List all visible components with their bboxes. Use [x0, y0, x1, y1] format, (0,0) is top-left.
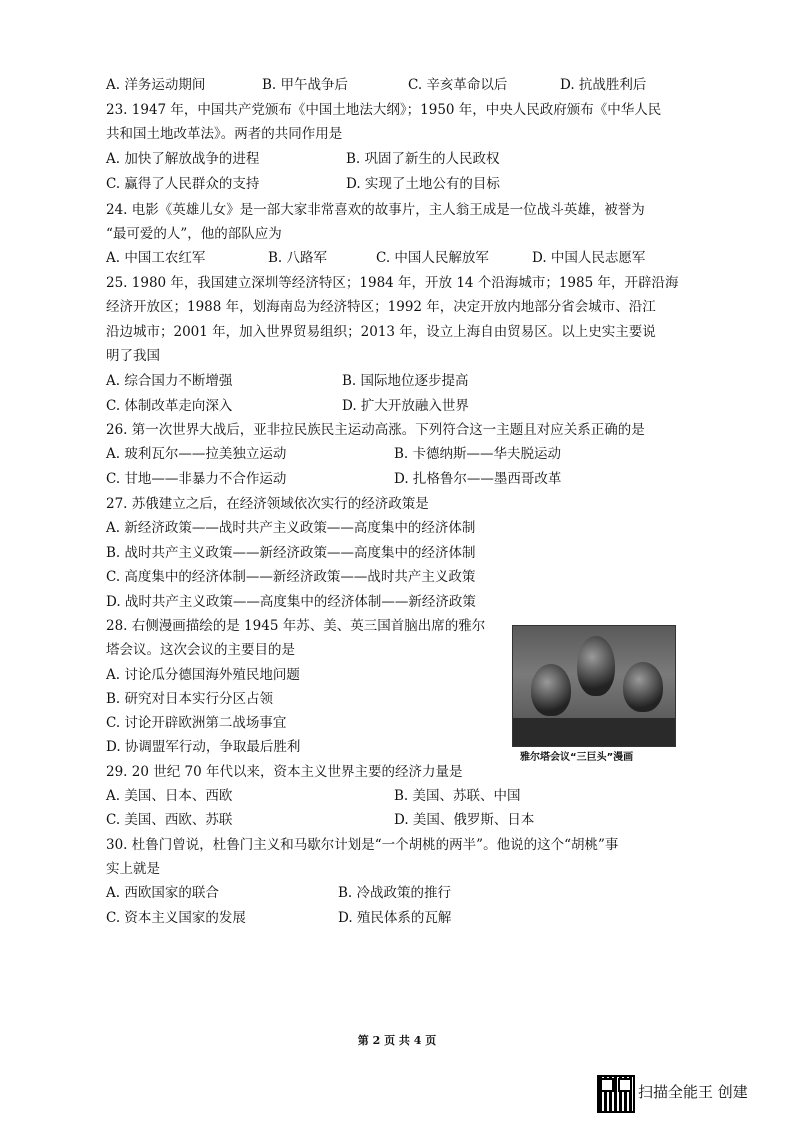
q23-stem-line-1: 23. 1947 年，中国共产党颁布《中国土地法大纲》；1950 年，中央人民政府颁布《中华人民	[106, 102, 662, 118]
q28-option-b: B. 研究对日本实行分区占领	[106, 691, 274, 707]
q25-option-c: C. 体制改革走向深入	[106, 398, 233, 414]
q25-option-b: B. 国际地位逐步提高	[342, 373, 469, 389]
scanner-watermark: 扫描全能王 创建	[638, 1083, 748, 1101]
q22-option-a: A. 洋务运动期间	[106, 77, 206, 93]
q25-stem-line-4: 明了我国	[106, 348, 160, 364]
q30-option-b: B. 冷战政策的推行	[338, 885, 452, 901]
q28-stem-line-1: 28. 右侧漫画描绘的是 1945 年苏、美、英三国首脑出席的雅尔	[106, 618, 486, 634]
q24-option-c: C. 中国人民解放军	[376, 250, 489, 266]
page-number: 第 2 页 共 4 页	[357, 1034, 437, 1047]
qr-code-icon	[597, 1075, 635, 1113]
q26-option-b: B. 卡德纳斯——华夫脱运动	[394, 446, 562, 462]
q29-option-d: D. 美国、俄罗斯、日本	[394, 812, 535, 828]
q29-option-b: B. 美国、苏联、中国	[394, 788, 521, 804]
q24-option-d: D. 中国人民志愿军	[532, 250, 646, 266]
q28-option-d: D. 协调盟军行动，争取最后胜利	[106, 739, 301, 755]
q23-option-a: A. 加快了解放战争的进程	[106, 151, 260, 167]
q26-option-c: C. 甘地——非暴力不合作运动	[106, 471, 287, 487]
q25-stem-line-3: 沿边城市；2001 年，加入世界贸易组织；2013 年，设立上海自由贸易区。以上史实主要说	[106, 324, 656, 340]
q29-option-a: A. 美国、日本、西欧	[106, 788, 233, 804]
q27-option-d: D. 战时共产主义政策——高度集中的经济体制——新经济政策	[106, 594, 476, 610]
q23-option-b: B. 巩固了新生的人民政权	[346, 151, 500, 167]
q28-option-a: A. 讨论瓜分德国海外殖民地问题	[106, 667, 300, 683]
q23-option-c: C. 赢得了人民群众的支持	[106, 176, 260, 192]
cartoon-figure-right	[623, 662, 663, 712]
q23-stem-line-2: 共和国土地改革法》。两者的共同作用是	[106, 126, 343, 142]
q25-stem-line-1: 25. 1980 年，我国建立深圳等经济特区；1984 年，开放 14 个沿海城市；1985 年，开辟沿海	[106, 275, 679, 291]
q29-option-c: C. 美国、西欧、苏联	[106, 812, 233, 828]
q24-option-b: B. 八路军	[268, 250, 328, 266]
q24-stem-line-1: 24. 电影《英雄儿女》是一部大家非常喜欢的故事片，主人翁王成是一位战斗英雄，被誉为	[106, 202, 645, 218]
cartoon-figure-left	[531, 664, 571, 716]
q26-option-d: D. 扎格鲁尔——墨西哥改革	[394, 471, 562, 487]
q30-stem-line-2: 实上就是	[106, 861, 160, 877]
q22-option-b: B. 甲午战争后	[262, 77, 349, 93]
q22-option-c: C. 辛亥革命以后	[408, 77, 508, 93]
q29-stem-line-1: 29. 20 世纪 70 年代以来，资本主义世界主要的经济力量是	[106, 764, 463, 780]
q27-option-a: A. 新经济政策——战时共产主义政策——高度集中的经济体制	[106, 520, 476, 536]
cartoon-figure-middle	[577, 636, 615, 696]
q24-option-a: A. 中国工农红军	[106, 250, 206, 266]
q25-option-d: D. 扩大开放融入世界	[342, 398, 469, 414]
q25-option-a: A. 综合国力不断增强	[106, 373, 233, 389]
q27-option-b: B. 战时共产主义政策——新经济政策——高度集中的经济体制	[106, 545, 476, 561]
cartoon-caption: 雅尔塔会议“三巨头”漫画	[520, 752, 634, 763]
cartoon-ground	[513, 718, 675, 746]
q30-option-c: C. 资本主义国家的发展	[106, 910, 246, 926]
q30-stem-line-1: 30. 杜鲁门曾说，杜鲁门主义和马歇尔计划是“一个胡桃的两半”。他说的这个“胡桃”事	[106, 837, 619, 853]
q22-option-d: D. 抗战胜利后	[560, 77, 647, 93]
q24-stem-line-2: “最可爱的人”，他的部队应为	[106, 226, 282, 242]
yalta-cartoon-image	[512, 625, 676, 747]
q26-option-a: A. 玻利瓦尔——拉美独立运动	[106, 446, 287, 462]
q27-stem-line-1: 27. 苏俄建立之后，在经济领域依次实行的经济政策是	[106, 496, 429, 512]
q25-stem-line-2: 经济开放区；1988 年，划海南岛为经济特区；1992 年，决定开放内地部分省会城市、沿江	[106, 299, 656, 315]
q28-option-c: C. 讨论开辟欧洲第二战场事宜	[106, 715, 287, 731]
q28-stem-line-2: 塔会议。这次会议的主要目的是	[106, 642, 295, 658]
q30-option-a: A. 西欧国家的联合	[106, 885, 219, 901]
q30-option-d: D. 殖民体系的瓦解	[338, 910, 452, 926]
q26-stem-line-1: 26. 第一次世界大战后，亚非拉民族民主运动高涨。下列符合这一主题且对应关系正确的是	[106, 422, 645, 438]
q27-option-c: C. 高度集中的经济体制——新经济政策——战时共产主义政策	[106, 569, 476, 585]
q23-option-d: D. 实现了土地公有的目标	[346, 176, 500, 192]
